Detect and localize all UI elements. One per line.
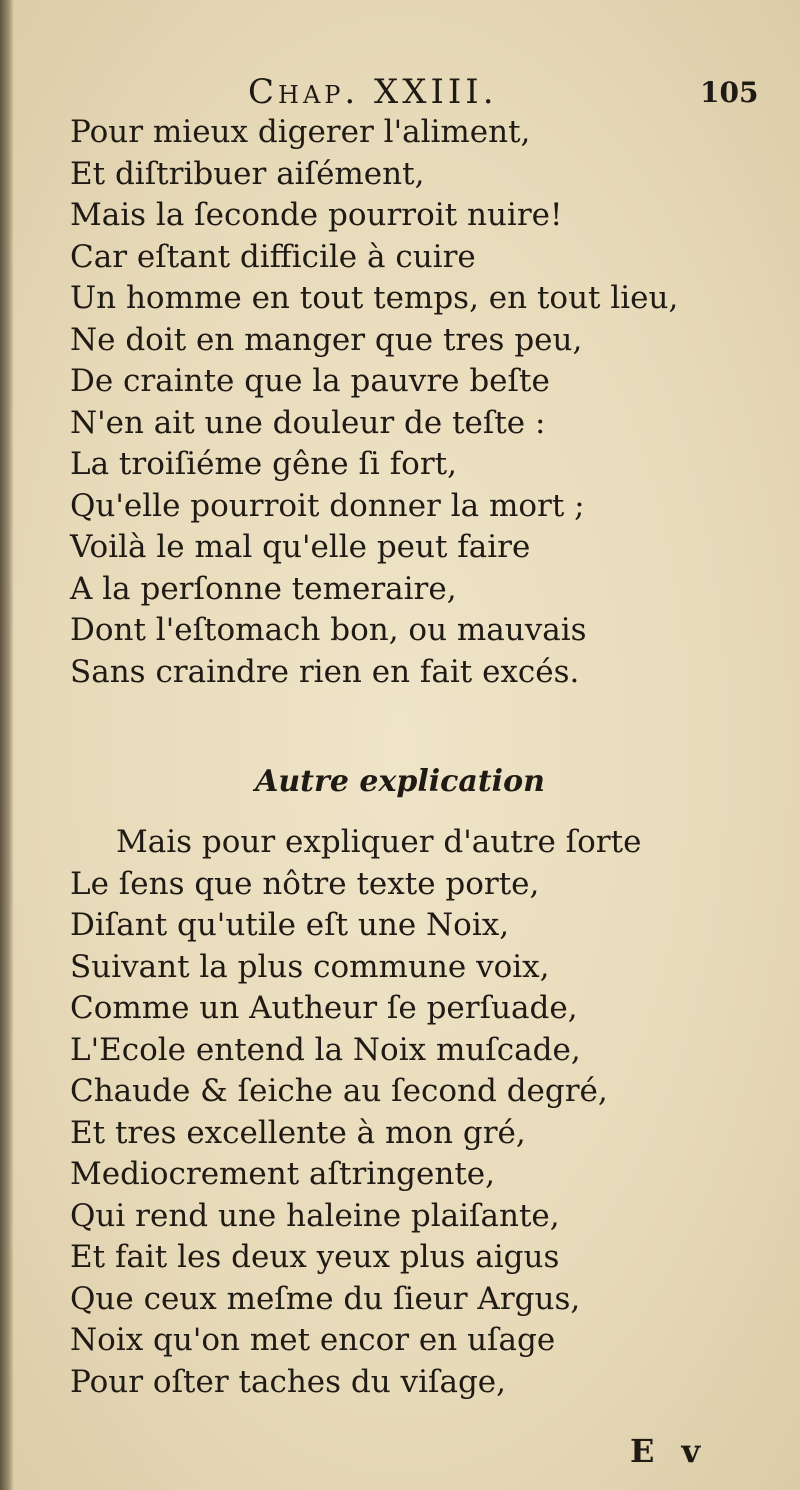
verse-line: L'Ecole entend la Noix muſcade, <box>70 1031 581 1068</box>
page-header <box>0 72 800 112</box>
signature-mark: E v <box>630 1432 709 1470</box>
running-head: Chap. XXIII. <box>248 72 498 112</box>
verse-line: Mediocrement aſtringente, <box>70 1156 495 1192</box>
verse-line: A la perſonne temeraire, <box>70 570 457 607</box>
verse-line: Pour oſter taches du viſage, <box>70 1363 506 1400</box>
verse-line-indented: Mais pour expliquer d'autre ſorte <box>116 824 642 860</box>
verse-line: N'en ait une douleur de teſte : <box>70 404 546 441</box>
verse-line: La troiſiéme gêne ſi fort, <box>70 446 457 482</box>
book-spine-shadow <box>0 0 14 1490</box>
verse-line: Dont l'eſtomach bon, ou mauvais <box>70 612 587 648</box>
verse-line: Noix qu'on met encor en uſage <box>70 1322 556 1358</box>
verse-line: Pour mieux digerer l'aliment, <box>70 114 531 150</box>
section-subheading: Autre explication <box>255 764 545 799</box>
verse-stanza-two <box>70 822 750 1403</box>
verse-line: De crainte que la pauvre beſte <box>70 363 550 399</box>
page-number: 105 <box>700 76 759 109</box>
verse-line: Que ceux meſme du ſieur Argus, <box>70 1280 581 1317</box>
verse-line: Chaude & ſeiche au ſecond degré, <box>70 1073 608 1109</box>
verse-line: Suivant la plus commune voix, <box>70 948 550 985</box>
verse-line: Le ſens que nôtre texte porte, <box>70 865 540 902</box>
verse-line: Comme un Autheur ſe perſuade, <box>70 990 578 1026</box>
verse-line: Mais la ſeconde pourroit nuire! <box>70 197 563 233</box>
verse-line: Qu'elle pourroit donner la mort ; <box>70 487 585 524</box>
verse-line: Voilà le mal qu'elle peut faire <box>70 529 531 565</box>
verse-line: Et fait les deux yeux plus aigus <box>70 1239 560 1275</box>
verse-line: Qui rend une haleine plaiſante, <box>70 1197 560 1234</box>
verse-line: Un homme en tout temps, en tout lieu, <box>70 280 679 316</box>
verse-line: Car eſtant difficile à cuire <box>70 238 476 275</box>
verse-line: Diſant qu'utile eſt une Noix, <box>70 907 510 943</box>
verse-line: Et diſtribuer aiſément, <box>70 155 425 192</box>
verse-line: Ne doit en manger que tres peu, <box>70 321 583 358</box>
verse-stanza-one <box>70 112 750 693</box>
verse-line: Sans craindre rien en fait excés. <box>70 653 580 690</box>
verse-line: Et tres excellente à mon gré, <box>70 1114 526 1151</box>
